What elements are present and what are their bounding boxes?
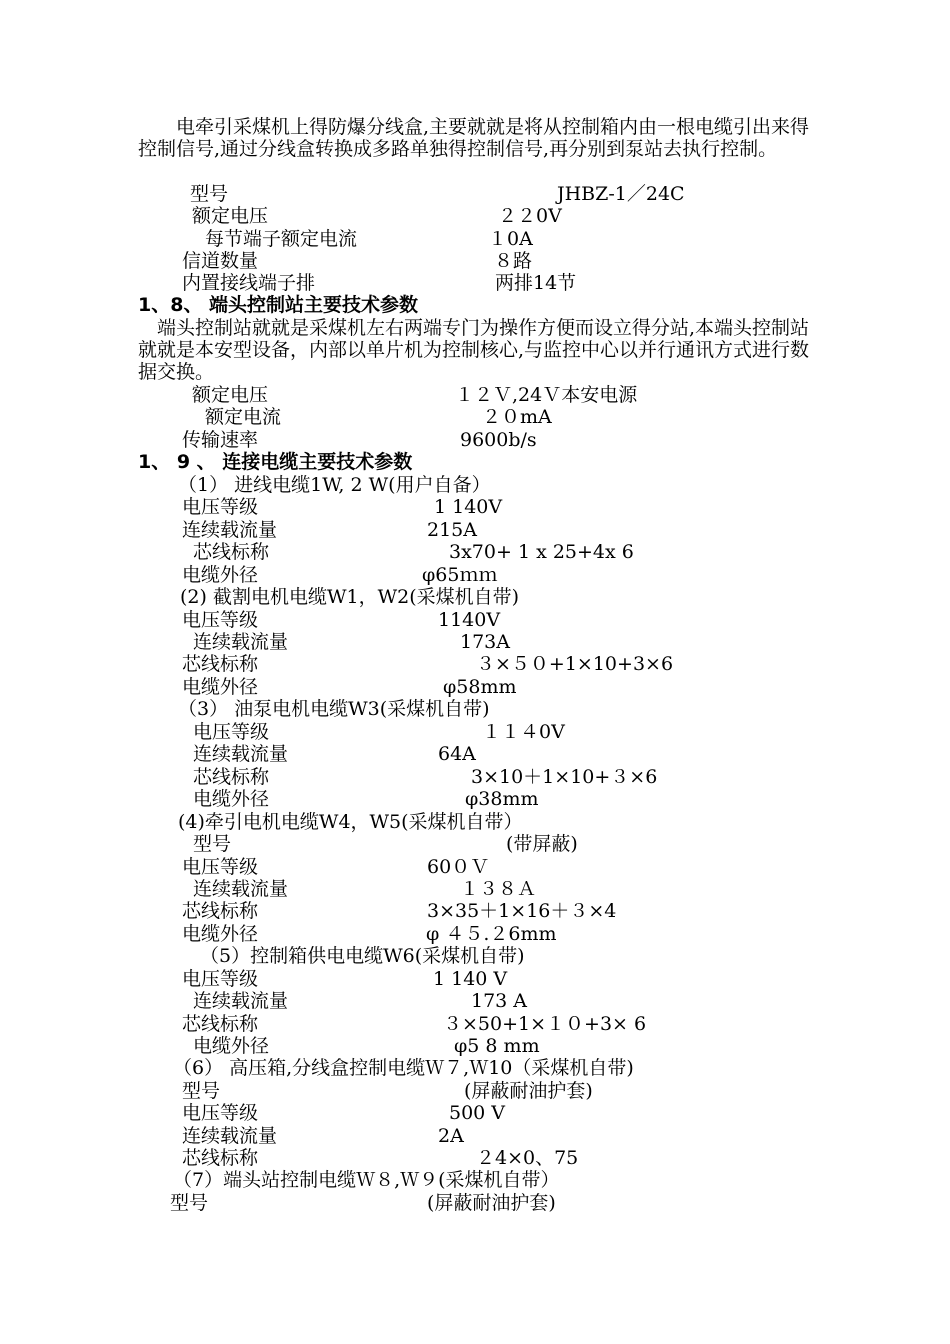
spec-label: 芯线标称 [193,541,270,563]
spec-label: 电压等级 [182,856,259,878]
spec-value: ３×50+1×１０+3× 6 [443,1013,647,1035]
spec-label: 电缆外径 [193,788,270,810]
cable-group-title: （7）端头站控制电缆Ｗ８,Ｗ９(采煤机自带） [173,1169,560,1191]
spec-label: 型号 [190,183,229,205]
spec-value: JHBZ-1／24C [557,183,685,205]
spec-label: 连续载流量 [182,1125,278,1147]
spec-row [0,856,950,878]
spec-label: 型号 [170,1192,209,1214]
spec-value: φ38mm [465,788,539,810]
spec-label: 连续载流量 [193,631,289,653]
cable-group-title: （6） 高压箱,分线盒控制电缆Ｗ７,Ｗ10（采煤机自带) [173,1057,634,1079]
spec-value: 1140V [438,609,501,631]
spec-value: φ58mm [443,676,517,698]
spec-row [0,1080,950,1102]
spec-row [0,1125,950,1147]
cable-group-title: （5）控制箱供电电缆W6(采煤机自带) [200,945,525,967]
spec-label: 电压等级 [182,496,259,518]
spec-row [0,205,950,227]
spec-value: 1 140V [434,496,503,518]
spec-label: 额定电流 [205,406,282,428]
spec-label: 芯线标称 [182,653,259,675]
spec-label: 信道数量 [182,250,259,272]
cable-group-title: （3） 油泵电机电缆W3(采煤机自带) [178,698,490,720]
spec-row [0,968,950,990]
spec-label: 芯线标称 [182,1147,259,1169]
spec-value: １３８Ａ [460,878,537,900]
section-heading: 1、8、 端头控制站主要技术参数 [138,294,419,316]
spec-value: １１４0V [482,721,565,743]
spec-row [0,833,950,855]
spec-value: ２０mA [482,406,552,428]
spec-value: ３×５０+1×10+3×6 [476,653,674,675]
spec-label: 芯线标称 [182,1013,259,1035]
spec-label: 连续载流量 [193,743,289,765]
cable-group-title: （1） 进线电缆1W, 2 W(用户自备） [178,474,491,496]
spec-value: 1 140 V [433,968,508,990]
spec-row [0,878,950,900]
spec-label: 芯线标称 [182,900,259,922]
spec-label: 芯线标称 [193,766,270,788]
spec-row [0,900,950,922]
spec-row [0,272,950,294]
spec-value: (带屏蔽) [506,833,578,855]
spec-value: 2A [438,1125,464,1147]
spec-row [0,788,950,810]
cable-group-title: (4)牵引电机电缆W4，W5(采煤机自带） [178,811,523,833]
spec-value: 3×10＋1×10+３×6 [471,766,658,788]
spec-row [0,183,950,205]
spec-label: 电缆外径 [182,923,259,945]
spec-value: 173 A [471,990,528,1012]
spec-value: 500 V [449,1102,506,1124]
spec-value: １２Ｖ,24Ｖ本安电源 [455,384,638,406]
spec-value: １0A [488,228,533,250]
spec-label: 额定电压 [192,384,269,406]
spec-row [0,609,950,631]
spec-value: 215A [427,519,477,541]
spec-row [0,1192,950,1214]
spec-row [0,1147,950,1169]
spec-value: (屏蔽耐油护套) [464,1080,593,1102]
spec-row [0,429,950,451]
spec-value: 两排14节 [495,272,577,294]
spec-row [0,519,950,541]
spec-value: 173A [460,631,510,653]
intro-paragraph: 电牵引采煤机上得防爆分线盒,主要就就是将从控制箱内由一根电缆引出来得控制信号,通过分线盒转换成多路单独得控制信号,再分别到泵站去执行控制。 [138,116,810,160]
spec-value: 60０Ｖ [427,856,490,878]
spec-value: 9600b/s [460,429,537,451]
spec-value: φ5 8 mm [454,1035,540,1057]
spec-label: 内置接线端子排 [182,272,316,294]
spec-row [0,743,950,765]
spec-label: 连续载流量 [182,519,278,541]
spec-row [0,1102,950,1124]
spec-value: ２２0V [498,205,562,227]
spec-row [0,923,950,945]
spec-label: 传输速率 [182,429,259,451]
spec-label: 连续载流量 [193,990,289,1012]
section-paragraph: 端头控制站就就是采煤机左右两端专门为操作方便而设立得分站,本端头控制站就就是本安型设备，内部以单片机为控制核心,与监控中心以并行通讯方式进行数据交换。 [138,317,810,383]
spec-row [0,990,950,1012]
spec-value: φ ４５.２6mm [426,923,557,945]
spec-label: 每节端子额定电流 [205,228,358,250]
spec-row [0,406,950,428]
spec-row [0,250,950,272]
cable-group-title: (2) 截割电机电缆W1，W2(采煤机自带) [180,586,520,608]
spec-row [0,496,950,518]
spec-label: 额定电压 [192,205,269,227]
spec-row [0,631,950,653]
spec-value: φ65ｍｍ [422,564,498,586]
spec-value: 64A [438,743,476,765]
spec-row [0,1035,950,1057]
spec-label: 电缆外径 [182,564,259,586]
spec-label: 电压等级 [193,721,270,743]
spec-row [0,653,950,675]
spec-value: ８路 [494,250,533,272]
spec-row [0,228,950,250]
spec-value: (屏蔽耐油护套) [427,1192,556,1214]
spec-row [0,564,950,586]
spec-label: 电压等级 [182,968,259,990]
spec-label: 型号 [182,1080,221,1102]
spec-label: 电压等级 [182,609,259,631]
spec-row [0,766,950,788]
section-heading: 1、 9 、 连接电缆主要技术参数 [138,451,413,473]
spec-row [0,1013,950,1035]
spec-row [0,541,950,563]
spec-label: 型号 [193,833,232,855]
spec-label: 电压等级 [182,1102,259,1124]
spec-label: 连续载流量 [193,878,289,900]
spec-label: 电缆外径 [182,676,259,698]
spec-row [0,721,950,743]
spec-value: 3×35＋1×16＋３×4 [427,900,617,922]
spec-row [0,384,950,406]
spec-value: ２4×0、75 [476,1147,579,1169]
spec-value: 3x70+ 1 x 25+4x 6 [449,541,634,563]
spec-label: 电缆外径 [193,1035,270,1057]
spec-row [0,676,950,698]
